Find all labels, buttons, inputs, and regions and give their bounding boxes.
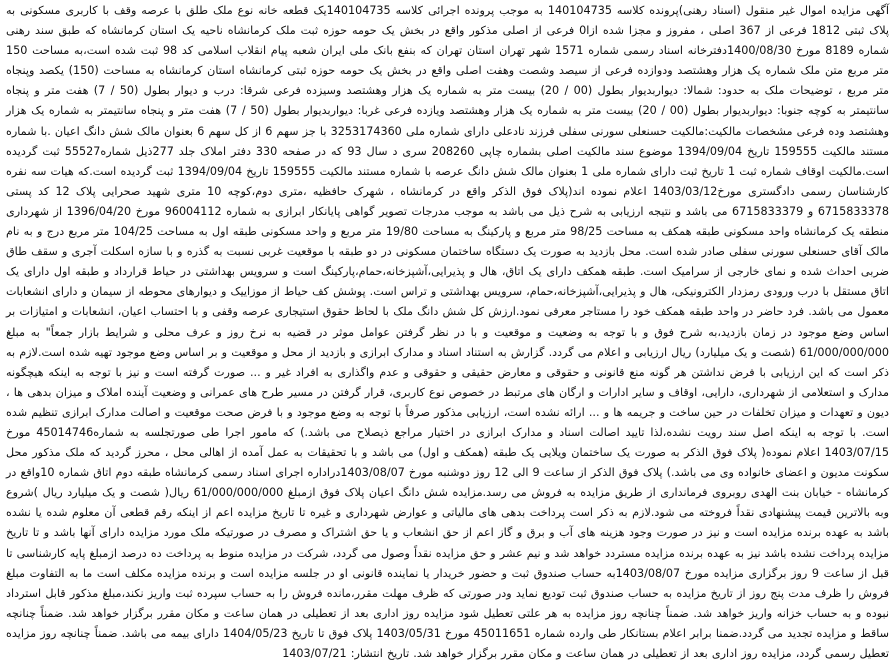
notice-body: آگهی مزایده اموال غیر منقول (اسناد رهنی)پرونده کلاسه 140104735 به موجب پرونده اجرائی کلاسه 140104735یک قطعه خانه نوع ملک طلق با عرصه وقف با کاربری مسکونی به پلاک ثبتی 1812 فرعی از 367 اصلی ، مفروز و مجزا شده ازا0 فرعی از اصلی مذکور واقع در بخش یک حومه حوزه ثبت ملک کرمانشاه ناحیه یک استان کرمانشاه که طبق سند رهنی شماره 8189 مورخ 1400/08/30دفترخانه اسناد رسمی شماره 1571 شهر تهران استان تهران که بنفع بانک ملی ایران شعبه پیام انقلاب اسلامی کد 98 ثبت شده است،به مساحت 150 متر مربع متن ملک شماره یک هزار وهشتصد ودوازده فرعی از سیصد وشصت وهفت اصلی واقع در بخش یک حومه حوزه ثبتی کرمانشاه استان کرمانشاه به مساحت (150) یکصد وپنجاه متر مربع ، توضیحات ملک به حدود: شمالا: دیواربدیوار بطول (00 / 20) بیست متر به شماره یک هزار وهشتصد وسیزده فرعی شرقا: درب و دیوار بطول (50 / 7) هفت متر و پنجاه سانتیمتر به کوچه جنوبا: دیواربدیوار بطول (00 / 20) بیست متر به شماره یک هزار وهشتصد ویازده فرعی غربا: دیواربدیوار بطول (50 / 7) هفت متر و پنجاه سانتیمتر به شماره یک هزار وهشتصد وده فرعی مشخصات مالکیت:مالکیت حسنعلی سورنی سفلی فرزند نادعلی دارای شماره ملی 3253174360 با جز سهم 6 از کل سهم 6 بعنوان مالک شش دانگ اعیان .با شماره مستند مالکیت 159555 تاریخ 1394/09/04 موضوع سند مالکیت اصلی بشماره چاپی 208260 سری د سال 93 که در صفحه 330 دفتر املاک جلد 277ذیل شماره55527 ثبت گردیده است.مالکیت اوقاف شماره ثبت 1 تاریخ ثبت دارای شماره ملی 1 بعنوان مالک شش دانگ عرصه با شماره مستند مالکیت 159555 تاریخ 1394/09/04 ثبت گردیده است.که هیات سه نفره کارشناسان رسمی دادگستری مورخ1403/03/12 اعلام نموده اند(پلاک فوق الذکر واقع در کرمانشاه ، شهرک حافظیه ،متری دوم،کوچه 10 متری شهید صحرایی پلاک 12 کد پستی 6715833378 و 6715833379 می باشد و نتیجه ارزیابی به شرح ذیل می باشد به موجب مدرجات تصویر گواهی پایانکار ابرازی به شماره 96004112 مورخ 1396/04/20 از شهرداری منطقه یک کرمانشاه واحد مسکونی طبقه همکف به مساحت 98/25 متر مربع و پارکینگ به مساحت 19/80 متر مربع و واحد مسکونی طبقه اول به مساحت 104/25 متر مربع درج و به نام مالک آقای حسنعلی سورنی سفلی صادر شده است. محل بازدید به صورت یک دستگاه ساختمان مسکونی در دو طبقه با موقعیت غربی نسبت به گذره و با سازه اسکلت آجری و سقف طاق ضربی احداث شده و نمای خارجی از سرامیک است. طبقه همکف دارای یک اتاق، هال و پذیرایی،آشپزخانه،حمام،پارکینگ است و سرویس بهداشتی در حیاط قرارداد و طبقه اول دارای یک اتاق مستقل با درب ورودی رمزدار الکترونیکی، هال و پذیرایی،آشپزخانه،حمام، سرویس بهداشتی و تراس است. پوشش کف حیاط از موزاییک و دیوارهای محوطه از سیمان و دارای انشعابات معمول می باشد. فرد حاضر در واحد طبقه همکف خود را مستاجر معرفی نمود.ارزش کل شش دانگ ملک با لحاظ حقوق استیجاری عرصه وقفی و با احتساب اعیان، انشعابات و امتیازات بر اساس وضع موجود در زمان بازدید،به شرح فوق و با توجه به وضعیت و موقعیت و با در نظر گرفتن عوامل موثر در قضیه به نرخ روز و عرف محلی و شرایط بازار جمعاً" به مبلغ 61/000/000/000 (شصت و یک میلیارد) ریال ارزیابی و اعلام می گردد. گزارش به استناد اسناد و مدارک ابرازی و بازدید از محل و موقعیت و بر اساس وضع موجود تهیه شده است.لازم به ذکر است که این ارزیابی با فرض نداشتن هر گونه منع قانونی و حقوقی و معارض حقیقی و حقوقی و عدم واگذاری به افراد غیر و ... صورت گرفته است و نیز با توجه به اینکه هیچگونه مدارک و استعلامی از شهرداری، دارایی، اوقاف و سایر ادارات و ارگان های مرتبط در خصوص نوع کاربری، قرار گرفتن در مسیر طرح های عمرانی و وضعیت آینده املاک و میزان بدهی ها ، دیون و تعهدات و میزان تخلفات در حین ساخت و جریمه ها و ... ارائه نشده است، ارزیابی مذکور صرفاً با توجه به وضع موجود و با فرض صحت موقعیت و اصالت مدارک ابرازی تنظیم شده است. با توجه به اینکه اصل سند رویت نشده،لذا تایید اصالت اسناد و مدارک ابرازی در اختیار مراجع ذیصلاح می باشد.) که مامور اجرا طی صورتجلسه به شماره45014746 مورخ 1403/07/15 اعلام نموده( پلاک فوق الذکر به صورت یک ساختمان ویلایی یک طبقه (همکف و اول) می باشد و با تحقیقات به عمل آمده از اهالی محل ، محرز گردید که ملک مذکور محل سکونت مدیون و اعضای خانواده وی می باشد.) پلاک فوق الذکر از ساعت 9 الی 12 روز دوشنبه مورخ 1403/08/07دراداره اجرای اسناد رسمی کرمانشاه طبقه دوم اتاق شماره 10واقع در کرمانشاه - خیابان بنت الهدی روبروی فرمانداری از طریق مزایده به فروش می رسد.مزایده شش دانگ اعیان پلاک فوق ازمبلغ 61/000/000/000 ریال( شصت و یک میلیارد ریال )شروع وبه بالاترین قیمت پیشنهادی نقداً فروخته می شود.لازم به ذکر است پرداخت بدهی های مالیاتی و عوارض شهرداری و غیره تا تاریخ مزایده اعم از اینکه رقم قطعی آن معلوم شده یا نشده باشد به عهده برنده مزایده است و نیز در صورت وجود هزینه های آب و برق و گاز اعم از حق انشعاب و یا حق اشتراک و مصرف در صورتیکه ملک مورد مزایده دارای آنها باشد و تا تاریخ مزایده پرداخت نشده باشد نیز به عهده برنده مزایده مستردد خواهد شد و نیم عشر و حق مزایده نقداً وصول می گردد، شرکت در مزایده منوط به پرداخت ده درصد ازمبلغ پایه کارشناسی تا قبل از ساعت 9 روز برگزاری مزایده مورخ 1403/08/07به حساب صندوق ثبت و حضور خریدار یا نماینده قانونی او در جلسه مزایده است و برنده مزایده مکلف است ما به التفاوت مبلغ فروش را ظرف مدت پنج روز از تاریخ مزایده به حساب صندوق ثبت تودیع نماید ودر صورتی که ظرف مهلت مقرر،مانده فروش را به حساب سپرده ثبت واریز نکند،مبلغ مذکور قابل استرداد نبوده و به حساب خزانه واریز خواهد شد. ضمناً چنانچه روز مزایده به هر علتی تعطیل شود مزایده روز اداری بعد از تعطیلی در همان ساعت و مکان مقرر برگزار خواهد شد. ضمناً چنانچه ساقط و مزایده تجدید می گردد.ضمنا برابر اعلام بستانکار طی وارده شماره 45011651 مورخ 1403/05/31 پلاک فوق تا تاریخ 1404/05/23 دارای بیمه می باشد. ضمناً چنانچه روز مزایده تعطیل رسمی گردد، مزایده روز اداری بعد از تعطیلی در همان ساعت و مکان مقرر برگزار خواهد شد. [6,4,890,660]
publication-date: تاریخ انتشار: 1403/07/21 [282,647,410,660]
